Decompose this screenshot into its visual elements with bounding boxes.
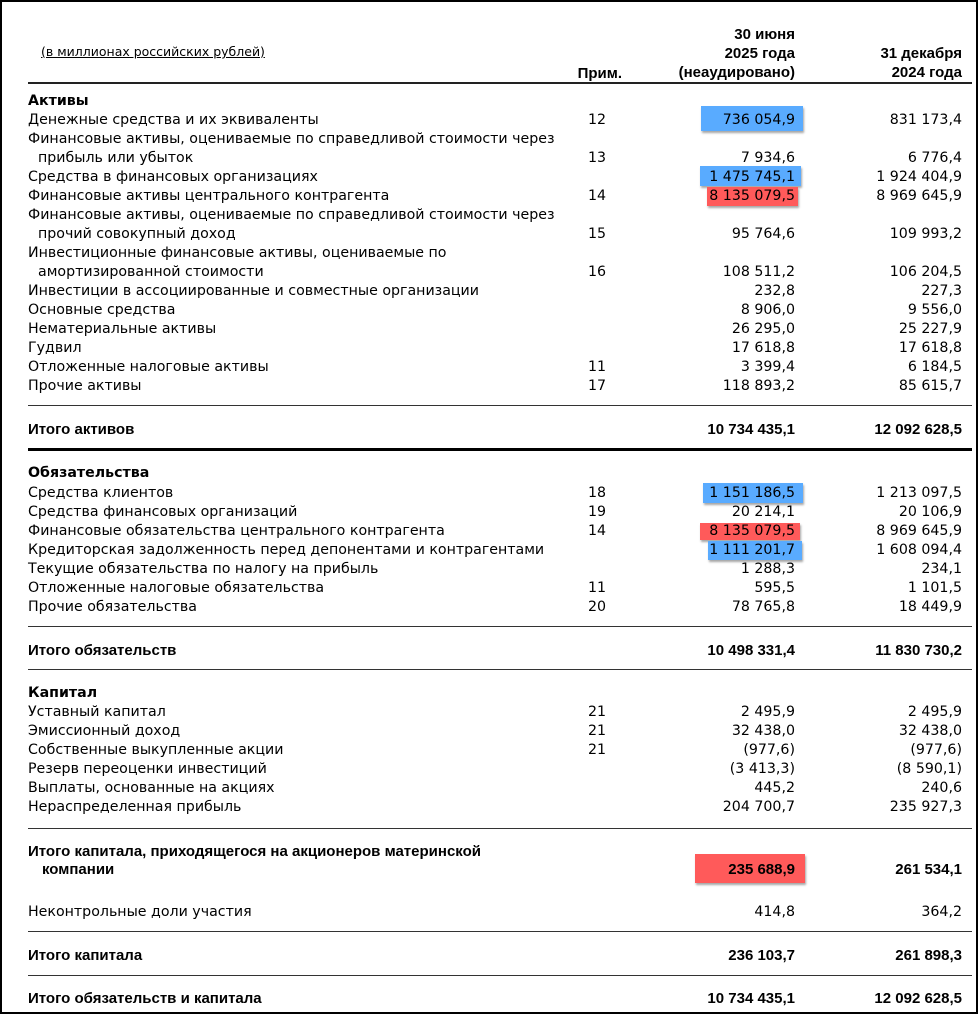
total-row-parent-equity bbox=[28, 842, 972, 861]
value-2025: 736 054,9 bbox=[722, 112, 795, 128]
row-label: Отложенные налоговые активы bbox=[28, 359, 269, 375]
units-caption: (в миллионах российских рублей) bbox=[41, 44, 265, 59]
row-label: Финансовые активы, оцениваемые по справедливой стоимости через bbox=[28, 207, 555, 223]
total-label-continued: компании bbox=[42, 861, 115, 878]
value-2024: 1 101,5 bbox=[907, 580, 962, 596]
total-row-liabilities bbox=[28, 641, 972, 660]
total-value-2024: 261 898,3 bbox=[895, 947, 962, 964]
row-label: Средства в финансовых организациях bbox=[28, 169, 318, 185]
row-label: Резерв переоценки инвестиций bbox=[28, 761, 267, 777]
column-header-2024-line1: 31 декабря bbox=[880, 45, 962, 62]
column-header-2024-line2: 2024 года bbox=[891, 64, 962, 81]
table-row bbox=[28, 168, 972, 187]
total-value-2025: 10 734 435,1 bbox=[707, 421, 795, 438]
total-value-2025: 236 103,7 bbox=[728, 947, 795, 964]
value-2024: 235 927,3 bbox=[889, 799, 962, 815]
section-title-text: Активы bbox=[28, 93, 89, 109]
table-row bbox=[28, 503, 972, 522]
section-title-assets bbox=[28, 92, 972, 111]
table-row bbox=[28, 722, 972, 741]
value-2024: 85 615,7 bbox=[898, 378, 962, 394]
total-value-2024: 261 534,1 bbox=[895, 861, 962, 878]
row-note: 14 bbox=[588, 523, 607, 539]
row-note: 14 bbox=[588, 188, 607, 204]
table-row bbox=[28, 703, 972, 722]
value-2025: 595,5 bbox=[754, 580, 795, 596]
value-2025: 204 700,7 bbox=[722, 799, 795, 815]
section-title-liabilities bbox=[28, 464, 972, 483]
row-label: Прочие обязательства bbox=[28, 599, 197, 615]
value-2024: 8 969 645,9 bbox=[876, 523, 962, 539]
row-label: Основные средства bbox=[28, 302, 176, 318]
value-2025: 8 135 079,5 bbox=[709, 188, 795, 204]
table-row bbox=[28, 760, 972, 779]
row-label: Средства клиентов bbox=[28, 485, 174, 501]
rule bbox=[28, 626, 972, 627]
row-label: Финансовые активы, оцениваемые по справедливой стоимости через bbox=[28, 131, 555, 147]
row-note: 19 bbox=[588, 504, 607, 520]
value-2024: 240,6 bbox=[921, 780, 962, 796]
value-2024: 8 969 645,9 bbox=[876, 188, 962, 204]
row-note: 11 bbox=[588, 359, 607, 375]
total-value-2024: 11 830 730,2 bbox=[875, 642, 962, 659]
row-label: Финансовые обязательства центрального контрагента bbox=[28, 523, 445, 539]
value-2025: 445,2 bbox=[754, 780, 795, 796]
table-row bbox=[28, 484, 972, 503]
row-label: Нераспределенная прибыль bbox=[28, 799, 242, 815]
total-value-2024: 12 092 628,5 bbox=[874, 421, 962, 438]
column-header-2025 bbox=[622, 25, 795, 82]
row-label: Неконтрольные доли участия bbox=[28, 904, 252, 920]
rule bbox=[28, 669, 972, 670]
table-row bbox=[28, 522, 972, 541]
value-2024: 17 618,8 bbox=[898, 340, 962, 356]
column-header-2025-line2: 2025 года bbox=[724, 45, 795, 62]
total-row-parent-equity-continued bbox=[28, 860, 972, 879]
table-row bbox=[28, 206, 972, 225]
value-2025: 32 438,0 bbox=[731, 723, 795, 739]
row-label-continued: прибыль или убыток bbox=[38, 150, 194, 166]
value-2025: (3 413,3) bbox=[729, 761, 795, 777]
value-2024: 20 106,9 bbox=[898, 504, 962, 520]
table-row bbox=[28, 579, 972, 598]
value-2025: 26 295,0 bbox=[731, 321, 795, 337]
table-row-continued bbox=[28, 149, 972, 168]
value-2025: 3 399,4 bbox=[740, 359, 795, 375]
value-2024: 106 204,5 bbox=[889, 264, 962, 280]
rule bbox=[28, 405, 972, 406]
table-row bbox=[28, 130, 972, 149]
value-2024: 227,3 bbox=[921, 283, 962, 299]
rule-thick bbox=[28, 448, 972, 451]
table-row bbox=[28, 541, 972, 560]
header-rule bbox=[28, 82, 972, 84]
value-2024: 32 438,0 bbox=[898, 723, 962, 739]
row-label: Инвестиции в ассоциированные и совместные организации bbox=[28, 283, 480, 299]
rule bbox=[28, 975, 972, 976]
row-label: Эмиссионный доход bbox=[28, 723, 181, 739]
value-2025: 108 511,2 bbox=[722, 264, 795, 280]
total-row-assets bbox=[28, 420, 972, 439]
row-note: 21 bbox=[588, 742, 607, 758]
value-2024: 1 608 094,4 bbox=[876, 542, 962, 558]
value-2025: 414,8 bbox=[754, 904, 795, 920]
value-2025: 7 934,6 bbox=[740, 150, 795, 166]
row-note: 13 bbox=[588, 150, 607, 166]
total-value-2024: 12 092 628,5 bbox=[874, 990, 962, 1007]
row-label: Инвестиционные финансовые активы, оцениваемые по bbox=[28, 245, 447, 261]
row-label: Текущие обязательства по налогу на прибыль bbox=[28, 561, 379, 577]
total-row-equity bbox=[28, 946, 972, 965]
value-2025: 232,8 bbox=[754, 283, 795, 299]
row-note: 21 bbox=[588, 704, 607, 720]
section-title-text: Обязательства bbox=[28, 465, 150, 481]
section-title-text: Капитал bbox=[28, 685, 98, 701]
row-label: Кредиторская задолженность перед депонентами и контрагентами bbox=[28, 542, 545, 558]
value-2025: 2 495,9 bbox=[740, 704, 795, 720]
rule bbox=[28, 828, 972, 829]
table-row-nci bbox=[28, 903, 972, 922]
row-note: 15 bbox=[588, 226, 607, 242]
value-2025: 20 214,1 bbox=[731, 504, 795, 520]
row-note: 16 bbox=[588, 264, 607, 280]
value-2025: 1 111 201,7 bbox=[709, 542, 795, 558]
table-row bbox=[28, 339, 972, 358]
total-value-2025: 235 688,9 bbox=[728, 861, 795, 878]
value-2024: 2 495,9 bbox=[907, 704, 962, 720]
row-label: Собственные выкупленные акции bbox=[28, 742, 284, 758]
table-row bbox=[28, 301, 972, 320]
value-2024: 364,2 bbox=[921, 904, 962, 920]
row-label: Финансовые активы центрального контрагента bbox=[28, 188, 390, 204]
row-note: 17 bbox=[588, 378, 607, 394]
value-2025: 118 893,2 bbox=[722, 378, 795, 394]
row-label: Уставный капитал bbox=[28, 704, 166, 720]
row-note: 11 bbox=[588, 580, 607, 596]
table-row bbox=[28, 560, 972, 579]
rule bbox=[28, 931, 972, 932]
row-label: Нематериальные активы bbox=[28, 321, 217, 337]
table-row bbox=[28, 282, 972, 301]
table-row bbox=[28, 798, 972, 817]
value-2024: 6 184,5 bbox=[907, 359, 962, 375]
value-2025: 78 765,8 bbox=[731, 599, 795, 615]
row-label-continued: прочий совокупный доход bbox=[38, 226, 236, 242]
table-row bbox=[28, 244, 972, 263]
row-label: Денежные средства и их эквиваленты bbox=[28, 112, 319, 128]
table-row-continued bbox=[28, 225, 972, 244]
value-2024: 234,1 bbox=[921, 561, 962, 577]
row-label-continued: амортизированной стоимости bbox=[38, 264, 264, 280]
total-label: Итого капитала bbox=[28, 947, 143, 964]
value-2025: 1 288,3 bbox=[740, 561, 795, 577]
row-label: Отложенные налоговые обязательства bbox=[28, 580, 325, 596]
table-row bbox=[28, 111, 972, 130]
value-2025: 17 618,8 bbox=[731, 340, 795, 356]
table-row bbox=[28, 320, 972, 339]
value-2024: 109 993,2 bbox=[889, 226, 962, 242]
table-row bbox=[28, 741, 972, 760]
table-row bbox=[28, 358, 972, 377]
row-note: 20 bbox=[588, 599, 607, 615]
value-2024: 1 213 097,5 bbox=[876, 485, 962, 501]
table-row bbox=[28, 779, 972, 798]
row-label: Гудвил bbox=[28, 340, 82, 356]
section-title-equity bbox=[28, 684, 972, 703]
total-label: Итого обязательств и капитала bbox=[28, 990, 262, 1007]
value-2025: 1 475 745,1 bbox=[709, 169, 795, 185]
value-2025: 95 764,6 bbox=[731, 226, 795, 242]
value-2025: 1 151 186,5 bbox=[709, 485, 795, 501]
value-2024: 6 776,4 bbox=[907, 150, 962, 166]
column-header-note: Прим. bbox=[577, 65, 622, 82]
row-note: 12 bbox=[588, 112, 607, 128]
value-2025: 8 135 079,5 bbox=[709, 523, 795, 539]
total-label: Итого обязательств bbox=[28, 642, 177, 659]
column-header-2025-line3: (неаудировано) bbox=[678, 64, 795, 81]
row-label: Прочие активы bbox=[28, 378, 142, 394]
value-2024: 25 227,9 bbox=[898, 321, 962, 337]
total-label: Итого активов bbox=[28, 421, 135, 438]
value-2024: 18 449,9 bbox=[898, 599, 962, 615]
value-2024: 831 173,4 bbox=[889, 112, 962, 128]
row-label: Выплаты, основанные на акциях bbox=[28, 780, 275, 796]
column-header-2024 bbox=[802, 44, 962, 82]
table-row bbox=[28, 377, 972, 396]
value-2024: (977,6) bbox=[910, 742, 962, 758]
row-label: Средства финансовых организаций bbox=[28, 504, 298, 520]
table-row-continued bbox=[28, 263, 972, 282]
total-value-2025: 10 734 435,1 bbox=[707, 990, 795, 1007]
table-row bbox=[28, 598, 972, 617]
total-label: Итого капитала, приходящегося на акционеров материнской bbox=[28, 843, 481, 860]
grand-total-row bbox=[28, 989, 972, 1008]
table-row bbox=[28, 187, 972, 206]
value-2024: 9 556,0 bbox=[907, 302, 962, 318]
row-note: 21 bbox=[588, 723, 607, 739]
row-note: 18 bbox=[588, 485, 607, 501]
total-value-2025: 10 498 331,4 bbox=[707, 642, 795, 659]
column-header-2025-line1: 30 июня bbox=[734, 26, 795, 43]
value-2024: 1 924 404,9 bbox=[876, 169, 962, 185]
value-2024: (8 590,1) bbox=[896, 761, 962, 777]
value-2025: 8 906,0 bbox=[740, 302, 795, 318]
value-2025: (977,6) bbox=[743, 742, 795, 758]
